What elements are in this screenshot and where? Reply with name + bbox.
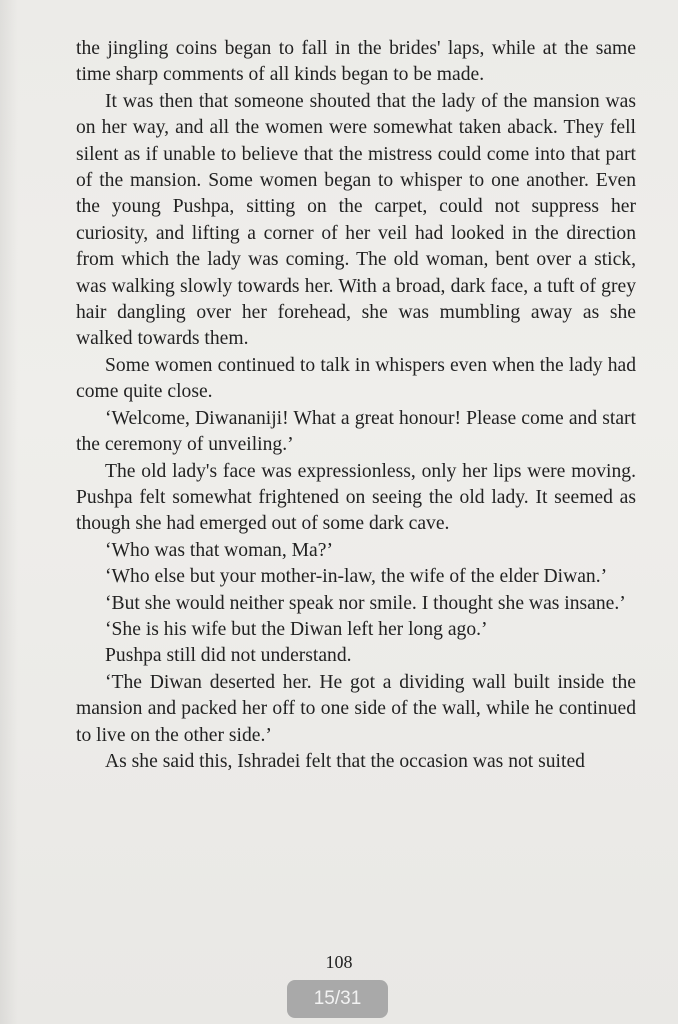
paragraph: Some women continued to talk in whispers even when the lady had come quite close. xyxy=(76,354,636,403)
paragraph: ‘But she would neither speak nor smile. I thought she was insane.’ xyxy=(105,592,626,614)
paragraph: The old lady's face was expressionless, only her lips were moving. Pushpa felt somewhat frightened on seeing the old lady. It seemed as though she had emerged out of some dark cave. xyxy=(76,460,636,535)
paragraph: It was then that someone shouted that the lady of the mansion was on her way, and all the women were somewhat taken aback. They fell silent as if unable to believe that the mistress could come into that part of the mansion. Some women began to whisper to one another. Even the young Pushpa, sitting on the carpet, could not suppress her curiosity, and lifting a corner of her veil had looked in the direction from which the lady was coming. The old woman, bent over a stick, was walking slowly towards her. With a broad, dark face, a tuft of grey hair dangling over her forehead, she was mumbling away as she walked towards them. xyxy=(76,90,636,350)
paragraph: ‘Who was that woman, Ma?’ xyxy=(105,539,333,561)
paragraph: Pushpa still did not understand. xyxy=(105,645,352,667)
page-number: 108 xyxy=(325,952,353,972)
page-gutter-shadow xyxy=(0,0,18,1024)
page-text xyxy=(76,36,636,775)
paragraph: As she said this, Ishradei felt that the occasion was not suited xyxy=(105,750,585,772)
paragraph: ‘The Diwan deserted her. He got a dividing wall built inside the mansion and packed her off to one side of the wall, while he continued to live on the other side.’ xyxy=(76,671,636,746)
paragraph: the jingling coins began to fall in the brides' laps, while at the same time sharp comments of all kinds began to be made. xyxy=(76,38,636,86)
paragraph: ‘Who else but your mother-in-law, the wife of the elder Diwan.’ xyxy=(105,566,608,588)
paragraph: ‘She is his wife but the Diwan left her long ago.’ xyxy=(105,618,488,640)
page-indicator-button[interactable]: 15/31 xyxy=(287,980,388,1018)
paragraph: ‘Welcome, Diwananiji! What a great honour! Please come and start the ceremony of unveiling.’ xyxy=(76,407,636,456)
